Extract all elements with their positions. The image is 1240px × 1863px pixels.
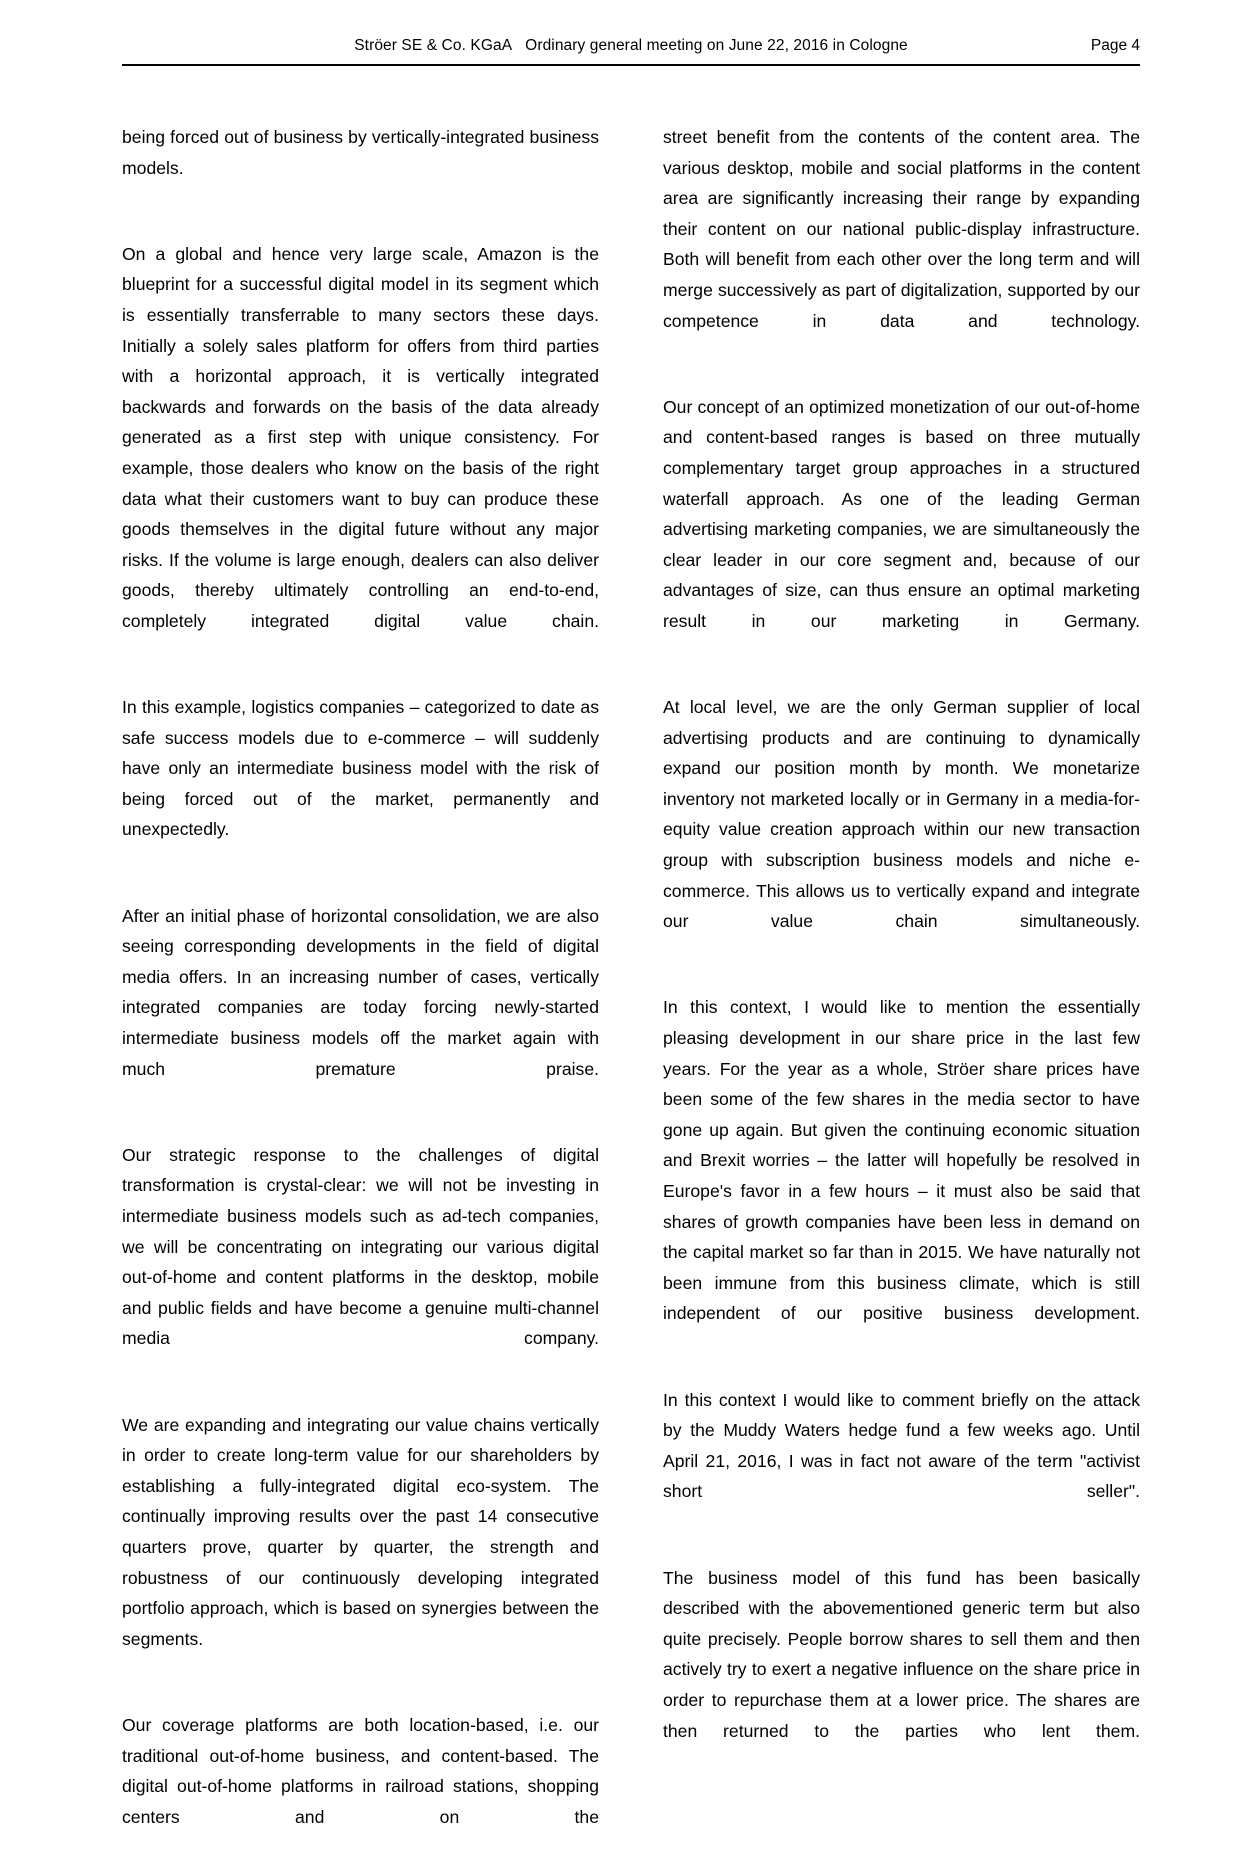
- header-page-number: Page 4: [1090, 37, 1140, 54]
- paragraph: being forced out of business by vertically-integrated business models.: [122, 127, 599, 178]
- body-columns: [122, 122, 1140, 1863]
- paragraph: We are expanding and integrating our value chains vertically in order to create long-term value for our shareholders by establishing a fully-integrated digital eco-system. The continually improving results over the past 14 consecutive quarters prove, quarter by quarter, the strength and robustness of our continuously developing integrated portfolio approach, which is based on synergies between the segments.: [122, 1414, 599, 1649]
- paragraph: street benefit from the contents of the content area. The various desktop, mobile and social platforms in the content area are significantly increasing their range by expanding their content on our national public-display infrastructure. Both will benefit from each other over the long term and will merge successively as part of digitalization, supported by our competence in data and technology.: [663, 127, 1140, 331]
- paragraph: In this context I would like to comment briefly on the attack by the Muddy Waters hedge fund a few weeks ago. Until April 21, 2016, I was in fact not aware of the term "activist short seller".: [663, 1389, 1140, 1502]
- paragraph: At local level, we are the only German supplier of local advertising products and are continuing to dynamically expand our position month by month. We monetarize inventory not marketed locally or in Germany in a media-for-equity value creation approach within our new transaction group with subscription business models and niche e-commerce. This allows us to vertically expand and integrate our value chain simultaneously.: [663, 697, 1140, 932]
- paragraph: Our concept of an optimized monetization of our out-of-home and content-based ranges is based on three mutually complementary target group approaches in a structured waterfall approach. As one of the leading German advertising marketing companies, we are simultaneously the clear leader in our core segment and, because of our advantages of size, can thus ensure an optimal marketing result in our marketing in Germany.: [663, 396, 1140, 631]
- left-column: [122, 122, 599, 1863]
- running-header: [122, 36, 1140, 66]
- paragraph: On a global and hence very large scale, Amazon is the blueprint for a successful digital model in its segment which is essentially transferrable to many sectors these days. Initially a solely sales platform for offers from third parties with a horizontal approach, it is vertically integrated backwards and forwards on the basis of the data already generated as a first step with unique consistency. For example, those dealers who know on the basis of the right data what their customers want to buy can produce these goods themselves in the digital future without any major risks. If the volume is large enough, dealers can also deliver goods, thereby ultimately controlling an end-to-end, completely integrated digital value chain.: [122, 243, 599, 631]
- header-meeting-title: Ordinary general meeting on June 22, 2016 in Cologne: [525, 37, 908, 54]
- header-center-text: [354, 36, 908, 56]
- paragraph: In this example, logistics companies – categorized to date as safe success models due to e-commerce – will suddenly have only an intermediate business model with the risk of being forced out of the market, permanently and unexpectedly.: [122, 697, 599, 840]
- header-rule-divider: [122, 64, 1140, 66]
- header-company-name: Ströer SE & Co. KGaA: [354, 37, 513, 54]
- paragraph: The business model of this fund has been basically described with the abovementioned generic term but also quite precisely. People borrow shares to sell them and then actively try to exert a negative influence on the share price in order to repurchase them at a lower price. The shares are then returned to the parties who lent them.: [663, 1567, 1140, 1741]
- right-column: [663, 122, 1140, 1863]
- paragraph: After an initial phase of horizontal consolidation, we are also seeing corresponding developments in the field of digital media offers. In an increasing number of cases, vertically integrated companies are today forcing newly-started intermediate business models off the market again with much premature praise.: [122, 905, 599, 1079]
- paragraph: In this context, I would like to mention the essentially pleasing development in our share price in the last few years. For the year as a whole, Ströer share prices have been some of the few shares in the media sector to have gone up again. But given the continuing economic situation and Brexit worries – the latter will hopefully be resolved in Europe's favor in a few hours – it must also be said that shares of growth companies have been less in demand on the capital market so far than in 2015. We have naturally not been immune from this business climate, which is still independent of our positive business development.: [663, 997, 1140, 1324]
- paragraph: Our strategic response to the challenges of digital transformation is crystal-clear: we will not be investing in intermediate business models such as ad-tech companies, we will be concentrating on integrating our various digital out-of-home and content platforms in the desktop, mobile and public fields and have become a genuine multi-channel media company.: [122, 1144, 599, 1349]
- paragraph: Our coverage platforms are both location-based, i.e. our traditional out-of-home business, and content-based. The digital out-of-home platforms in railroad stations, shopping centers and on the: [122, 1714, 599, 1827]
